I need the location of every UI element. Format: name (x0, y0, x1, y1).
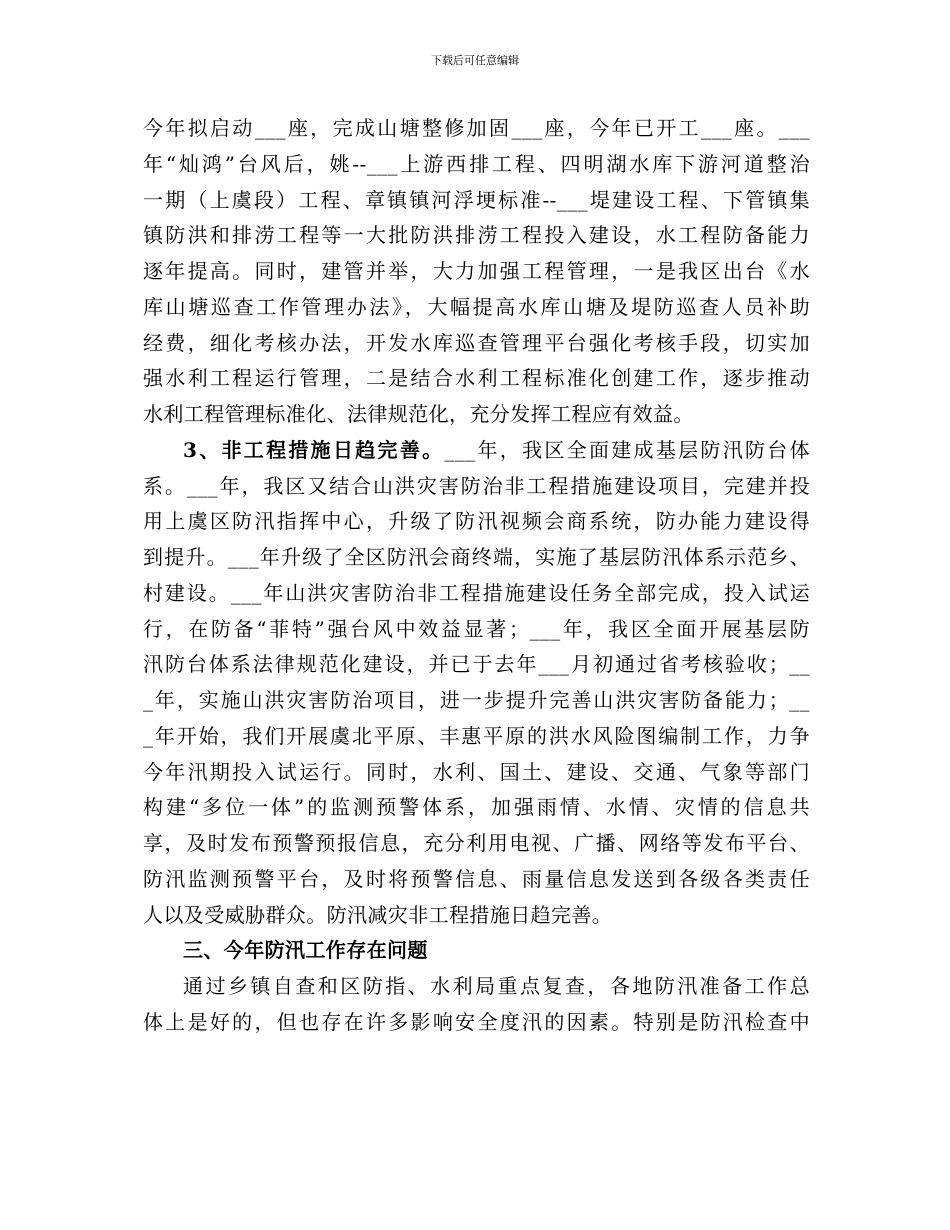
text-line: 库山塘巡查工作管理办法》，大幅提高水库山塘及堤防巡查人员补助 (143, 294, 810, 319)
text-line: 用上虞区防汛指挥中心，升级了防汛视频会商系统，防办能力建设得 (143, 509, 810, 534)
text-line: 防汛监测预警平台，及时将预警信息、雨量信息发送到各级各类责任 (143, 866, 810, 891)
text-line: 强水利工程运行管理，二是结合水利工程标准化创建工作，逐步推动 (143, 366, 810, 391)
section-heading: 三、今年防汛工作存在问题 (183, 938, 428, 963)
text-line: 年“灿鸿”台风后，姚--___上游西排工程、四明湖水库下游河道整治 (143, 151, 810, 176)
text-line: 村建设。___年山洪灾害防治非工程措施建设任务全部完成，投入试运 (143, 580, 810, 605)
text-line: 今年汛期投入试运行。同时，水利、国土、建设、交通、气象等部门 (143, 759, 810, 784)
text-line: 到提升。___年升级了全区防汛会商终端，实施了基层防汛体系示范乡、 (143, 545, 810, 569)
section-3-heading: 3、非工程措施日趋完善。 (183, 437, 445, 462)
section-3-text: ___年，我区全面建成基层防汛防台体 (444, 437, 810, 462)
text-line: 逐年提高。同时，建管并举，大力加强工程管理，一是我区出台《水 (143, 259, 810, 283)
page-header: 下载后可任意编辑 (431, 54, 519, 67)
text-line: 构建“多位一体”的监测预警体系，加强雨情、水情、灾情的信息共 (143, 795, 810, 820)
text-line: 人以及受威胁群众。防汛减灾非工程措施日趋完善。 (143, 902, 613, 927)
section-heading-line (143, 933, 810, 969)
text-line: _年开始，我们开展虞北平原、丰惠平原的洪水风险图编制工作，力争 (143, 723, 810, 748)
text-line: 汛防台体系法律规范化建设，并已于去年___月初通过省考核验收；__ (143, 652, 810, 677)
text-line: 享，及时发布预警预报信息，充分利用电视、广播、网络等发布平台、 (143, 831, 810, 855)
text-line: 体上是好的，但也存在许多影响安全度汛的因素。特别是防汛检查中 (143, 1009, 810, 1034)
text-line: 镇防洪和排涝工程等一大批防洪排涝工程投入建设，水工程防备能力 (143, 223, 810, 248)
text-line: 系。___年，我区又结合山洪灾害防治非工程措施建设项目，完建并投 (143, 473, 810, 498)
text-line: 水利工程管理标准化、法律规范化，充分发挥工程应有效益。 (143, 402, 694, 426)
text-line: 一期（上虞段）工程、章镇镇河浮埂标准--___堤建设工程、下管镇集 (143, 187, 810, 212)
text-line: 今年拟启动___座，完成山塘整修加固___座，今年已开工___座。___ (143, 116, 810, 140)
text-line: 行，在防备“菲特”强台风中效益显著；___年，我区全面开展基层防 (143, 616, 810, 641)
document-body (143, 111, 810, 1041)
section-3-line (143, 433, 810, 469)
text-line: _年，实施山洪灾害防治项目，进一步提升完善山洪灾害防备能力；__ (143, 688, 810, 712)
text-line: 通过乡镇自查和区防指、水利局重点复查，各地防汛准备工作总 (183, 974, 810, 998)
text-line: 经费，细化考核办法，开发水库巡查管理平台强化考核手段，切实加 (143, 330, 810, 355)
